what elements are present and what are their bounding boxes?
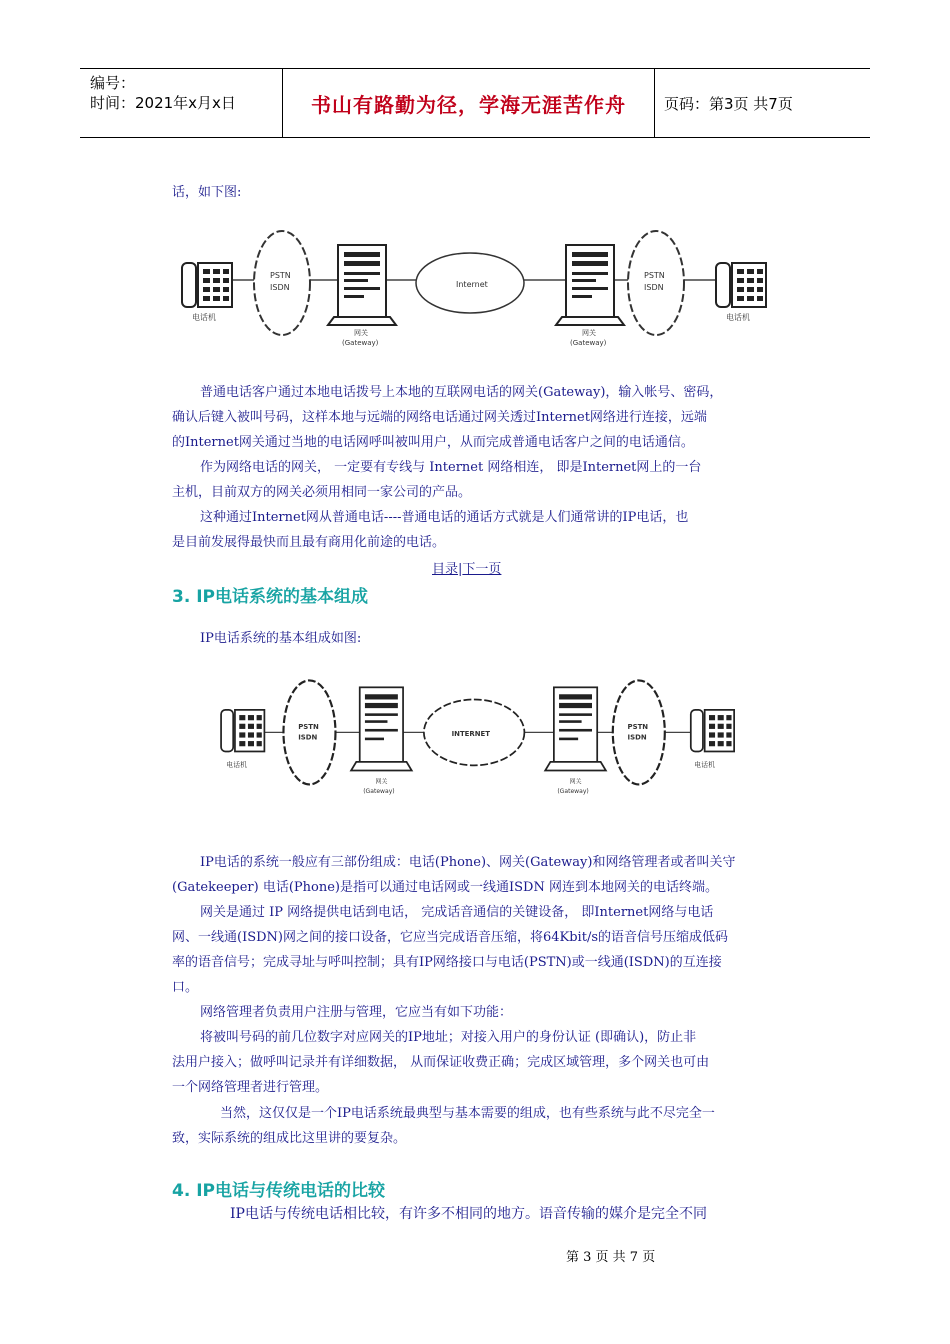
cloud-label: PSTN bbox=[644, 271, 665, 280]
phone-label: 电话机 bbox=[226, 761, 248, 770]
header-motto: 书山有路勤为径，学海无涯苦作舟 bbox=[311, 92, 626, 117]
gateway-server-icon bbox=[556, 245, 624, 325]
paragraph-line: 普通电话客户通过本地电话拨号上本地的互联网电话的网关(Gateway)，输入帐号、密码， bbox=[200, 385, 723, 400]
gateway-sub-label: (Gateway) bbox=[342, 339, 379, 347]
telephone-icon bbox=[221, 710, 264, 752]
paragraph-line: 当然，这仅仅是一个IP电话系统最典型与基本需要的组成，也有些系统与此不尽完全一 bbox=[220, 1106, 715, 1121]
cloud-label: PSTN bbox=[298, 722, 319, 731]
time-label: 时间：2021年x月x日 bbox=[90, 94, 236, 112]
paragraph-line: 网络管理者负责用户注册与管理，它应当有如下功能： bbox=[200, 1005, 513, 1020]
gateway-label: 网关 bbox=[354, 329, 368, 337]
phone-label: 电话机 bbox=[694, 761, 716, 770]
cloud-label: ISDN bbox=[627, 733, 647, 742]
network-diagram-2 bbox=[170, 670, 780, 800]
cloud-label: ISDN bbox=[644, 283, 664, 292]
gateway-server-icon bbox=[545, 687, 606, 770]
section-heading-3: 3. IP电话系统的基本组成 bbox=[172, 587, 368, 607]
paragraph-line: 这种通过Internet网从普通电话----普通电话的通话方式就是人们通常讲的IP电话，也 bbox=[200, 510, 689, 525]
cloud-label: ISDN bbox=[270, 283, 290, 292]
paragraph-line: 率的语音信号；完成寻址与呼叫控制；具有IP网络接口与电话(PSTN)或一线通(ISDN)的互连接 bbox=[172, 955, 722, 970]
paragraph-line: IP电话的系统一般应有三部份组成：电话(Phone)、网关(Gateway)和网络管理者或者叫关守 bbox=[200, 855, 736, 870]
next-page-link[interactable]: 下一页 bbox=[462, 562, 502, 577]
paragraph-line: 法用户接入；做呼叫记录并有详细数据， 从而保证收费正确；完成区域管理，多个网关也可由 bbox=[172, 1055, 710, 1070]
paragraph-line: 致，实际系统的组成比这里讲的要复杂。 bbox=[172, 1131, 407, 1146]
paragraph-line: 是目前发展得最快而且最有商用化前途的电话。 bbox=[172, 535, 446, 550]
paragraph-line: 主机，目前双方的网关必须用相同一家公司的产品。 bbox=[172, 485, 472, 500]
paragraph-line: 网关是通过 IP 网络提供电话到电话， 完成话音通信的关键设备， 即Internet网络与电话 bbox=[200, 905, 714, 920]
code-label: 编号： bbox=[90, 74, 136, 92]
paragraph-line: 网、一线通(ISDN)网之间的接口设备，它应当完成语音压缩，将64Kbit/s的语音信号压缩成低码 bbox=[172, 930, 728, 945]
header-meta bbox=[90, 73, 236, 113]
toc-link[interactable]: 目录 bbox=[432, 562, 459, 577]
paragraph-line: 确认后键入被叫号码，这样本地与远端的网络电话通过网关透过Internet网络进行连接，远端 bbox=[172, 410, 707, 425]
gateway-label: 网关 bbox=[569, 778, 582, 786]
section3-intro: IP电话系统的基本组成如图: bbox=[200, 631, 362, 646]
gateway-label: 网关 bbox=[582, 329, 596, 337]
cloud-label: PSTN bbox=[627, 722, 649, 731]
gateway-sub-label: (Gateway) bbox=[557, 788, 589, 796]
paragraph-line: 口。 bbox=[172, 980, 199, 995]
internet-label: Internet bbox=[456, 280, 488, 289]
section-heading-4: 4. IP电话与传统电话的比较 bbox=[172, 1181, 385, 1201]
gateway-server-icon bbox=[328, 245, 396, 325]
telephone-icon bbox=[691, 710, 734, 752]
telephone-icon bbox=[182, 263, 232, 307]
pstn-cloud-icon bbox=[613, 680, 665, 784]
phone-label: 电话机 bbox=[192, 313, 216, 322]
cloud-label: ISDN bbox=[298, 733, 318, 742]
paragraph-line: 一个网络管理者进行管理。 bbox=[172, 1080, 329, 1095]
nav-separator: | bbox=[458, 562, 463, 577]
paragraph-line: (Gatekeeper) 电话(Phone)是指可以通过电话网或一线通ISDN 网连到本地网关的电话终端。 bbox=[172, 880, 718, 895]
internet-label: INTERNET bbox=[451, 729, 491, 738]
gateway-label: 网关 bbox=[375, 778, 388, 786]
page-footer: 第 3 页 共 7 页 bbox=[566, 1250, 656, 1265]
gateway-server-icon bbox=[351, 687, 412, 770]
telephone-icon bbox=[716, 263, 766, 307]
page-nav bbox=[432, 558, 501, 577]
gateway-sub-label: (Gateway) bbox=[570, 339, 607, 347]
paragraph-line: 作为网络电话的网关， 一定要有专线与 Internet 网络相连， 即是Internet网上的一台 bbox=[200, 460, 702, 475]
network-diagram-1 bbox=[170, 225, 780, 355]
header-divider bbox=[654, 69, 655, 137]
document-header bbox=[80, 68, 870, 138]
phone-label: 电话机 bbox=[726, 313, 750, 322]
section4-line: IP电话与传统电话相比较，有许多不相同的地方。语音传输的媒介是完全不同 bbox=[230, 1206, 707, 1222]
intro-text: 话，如下图: bbox=[172, 185, 242, 200]
header-page-info: 页码：第3页 共7页 bbox=[664, 95, 793, 113]
cloud-label: PSTN bbox=[270, 271, 291, 280]
gateway-sub-label: (Gateway) bbox=[363, 788, 395, 796]
pstn-cloud-icon bbox=[283, 680, 335, 784]
paragraph-line: 将被叫号码的前几位数字对应网关的IP地址；对接入用户的身份认证 (即确认)，防止非 bbox=[200, 1030, 697, 1045]
paragraph-line: 的Internet网关通过当地的电话网呼叫被叫用户，从而完成普通电话客户之间的电话通信。 bbox=[172, 435, 694, 450]
